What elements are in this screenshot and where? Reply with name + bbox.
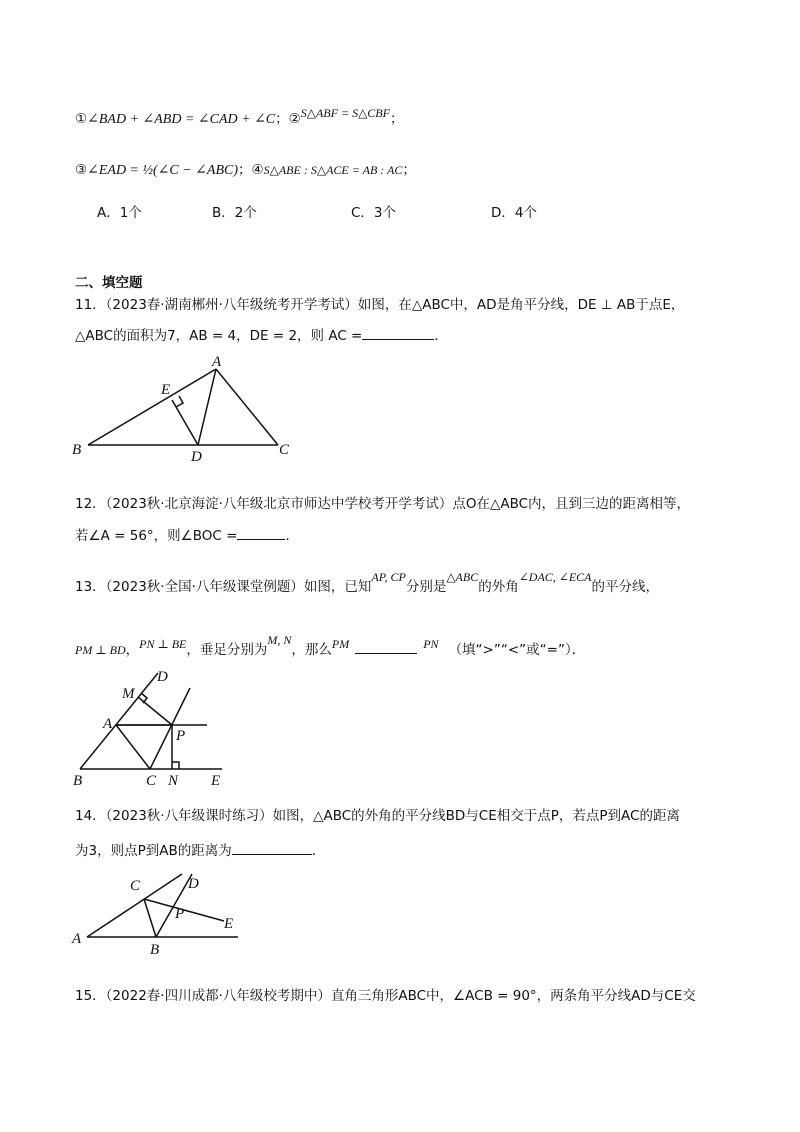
q13-text: （填“>”“<”或“=”）． xyxy=(448,642,586,658)
q13-text: 的外角 xyxy=(478,579,519,595)
q12-line1: 12．（2023秋·北京海淀·八年级北京市师达中学校考开学考试）点O在△ABC内，且到三边的距离相等， xyxy=(75,496,691,512)
expr-pn: PN xyxy=(423,637,439,651)
label-e: E xyxy=(224,916,234,932)
segment-mp xyxy=(138,697,172,725)
label-a: A xyxy=(103,716,113,732)
label-c: C xyxy=(146,773,157,789)
circled-1: ① xyxy=(75,111,88,127)
expr-angles: ∠DAC, ∠ECA xyxy=(518,570,592,584)
label-b: B xyxy=(72,442,82,458)
right-angle-mark-n xyxy=(172,762,179,769)
segment-ac xyxy=(216,369,278,445)
label-n: N xyxy=(168,773,179,789)
q14-text: 为3，则点P到AB的距离为 xyxy=(75,843,232,859)
label-d: D xyxy=(188,876,199,892)
label-c: C xyxy=(279,442,290,458)
circled-3: ③ xyxy=(75,162,88,178)
expr-mn: M, N xyxy=(267,633,292,647)
q13-figure xyxy=(72,668,242,788)
label-b: B xyxy=(73,773,83,789)
right-angle-mark-m xyxy=(141,693,147,703)
label-d: D xyxy=(157,669,168,685)
label-e: E xyxy=(211,773,221,789)
answer-blank[interactable] xyxy=(237,525,285,540)
label-p: P xyxy=(175,906,185,922)
answer-blank[interactable] xyxy=(232,840,312,855)
q13-text: 的平分线， xyxy=(591,579,660,595)
comma: ， xyxy=(125,642,140,658)
line-bd xyxy=(156,874,192,937)
label-m: M xyxy=(122,686,135,702)
segment-ba xyxy=(88,369,216,445)
option-d: D．4个 xyxy=(491,205,537,221)
period: ． xyxy=(434,328,448,344)
q14-line1: 14．（2023秋·八年级课时练习）如图，△ABC的外角的平分线BD与CE相交于点P，若点P到AC的距离 xyxy=(75,808,680,824)
separator: ； xyxy=(389,111,404,127)
q15-line1: 15．（2022春·四川成都·八年级校考期中）直角三角形ABC中，∠ACB = 90°，两条角平分线AD与CE交 xyxy=(75,988,696,1004)
statement-1: ∠BAD + ∠ABD = ∠CAD + ∠C xyxy=(87,112,276,127)
segment-ad xyxy=(198,369,216,445)
q11-figure xyxy=(70,352,310,465)
q11-text: △ABC的面积为7，AB = 4，DE = 2，则 AC = xyxy=(75,328,363,344)
label-d: D xyxy=(191,449,202,465)
q10-statements-row2 xyxy=(75,160,416,181)
separator: ； xyxy=(402,162,416,178)
segment-ac xyxy=(116,725,150,769)
q13-text: 13．（2023秋·全国·八年级课堂例题）如图，已知 xyxy=(75,579,372,595)
q14-figure xyxy=(70,866,250,956)
label-b: B xyxy=(150,942,160,958)
circled-4: ；④ xyxy=(238,162,264,178)
answer-blank[interactable] xyxy=(362,325,434,340)
option-c: C．3个 xyxy=(351,205,397,221)
q14-line2 xyxy=(75,840,325,861)
expr-ap-cp: AP, CP xyxy=(371,570,406,584)
expr-triangle: △ABC xyxy=(446,570,479,584)
label-c: C xyxy=(130,878,141,894)
section-title: 二、填空题 xyxy=(75,275,143,291)
option-a: A．1个 xyxy=(97,205,142,221)
q10-statements-row1 xyxy=(75,103,403,130)
right-angle-mark xyxy=(176,396,183,407)
option-b: B．2个 xyxy=(212,205,257,221)
q11-line1: 11．（2023春·湖南郴州·八年级统考开学考试）如图，在△ABC中，AD是角平分线，DE ⊥ AB于点E， xyxy=(75,297,685,313)
answer-blank[interactable] xyxy=(355,639,417,654)
label-a: A xyxy=(212,354,222,370)
q13-line2 xyxy=(75,630,585,660)
statement-4: S△ABE : S△ACE = AB : AC xyxy=(263,163,403,177)
q12-text: 若∠A = 56°，则∠BOC = xyxy=(75,528,238,544)
q13-text: ，垂足分别为 xyxy=(186,642,268,658)
segment-cb xyxy=(144,899,156,937)
period: ． xyxy=(285,528,299,544)
expr-pn-perp: PN ⊥ BE xyxy=(139,637,187,651)
label-e: E xyxy=(161,382,171,398)
q13-text: ，那么 xyxy=(291,642,332,658)
expr-pm-perp: PM ⊥ BD xyxy=(75,643,126,657)
statement-2: S△ABF = S△CBF xyxy=(300,106,390,120)
expr-pm: PM xyxy=(331,637,350,651)
q11-line2 xyxy=(75,325,448,346)
period: ． xyxy=(311,843,326,859)
line-bd xyxy=(80,673,158,769)
label-p: P xyxy=(176,728,186,744)
statement-3: ∠EAD = ½(∠C − ∠ABC) xyxy=(87,163,239,178)
q13-text: 分别是 xyxy=(405,579,447,595)
q12-line2 xyxy=(75,525,299,546)
label-a: A xyxy=(72,931,82,947)
q13-line1 xyxy=(75,567,659,597)
circled-2: ；② xyxy=(275,111,301,127)
